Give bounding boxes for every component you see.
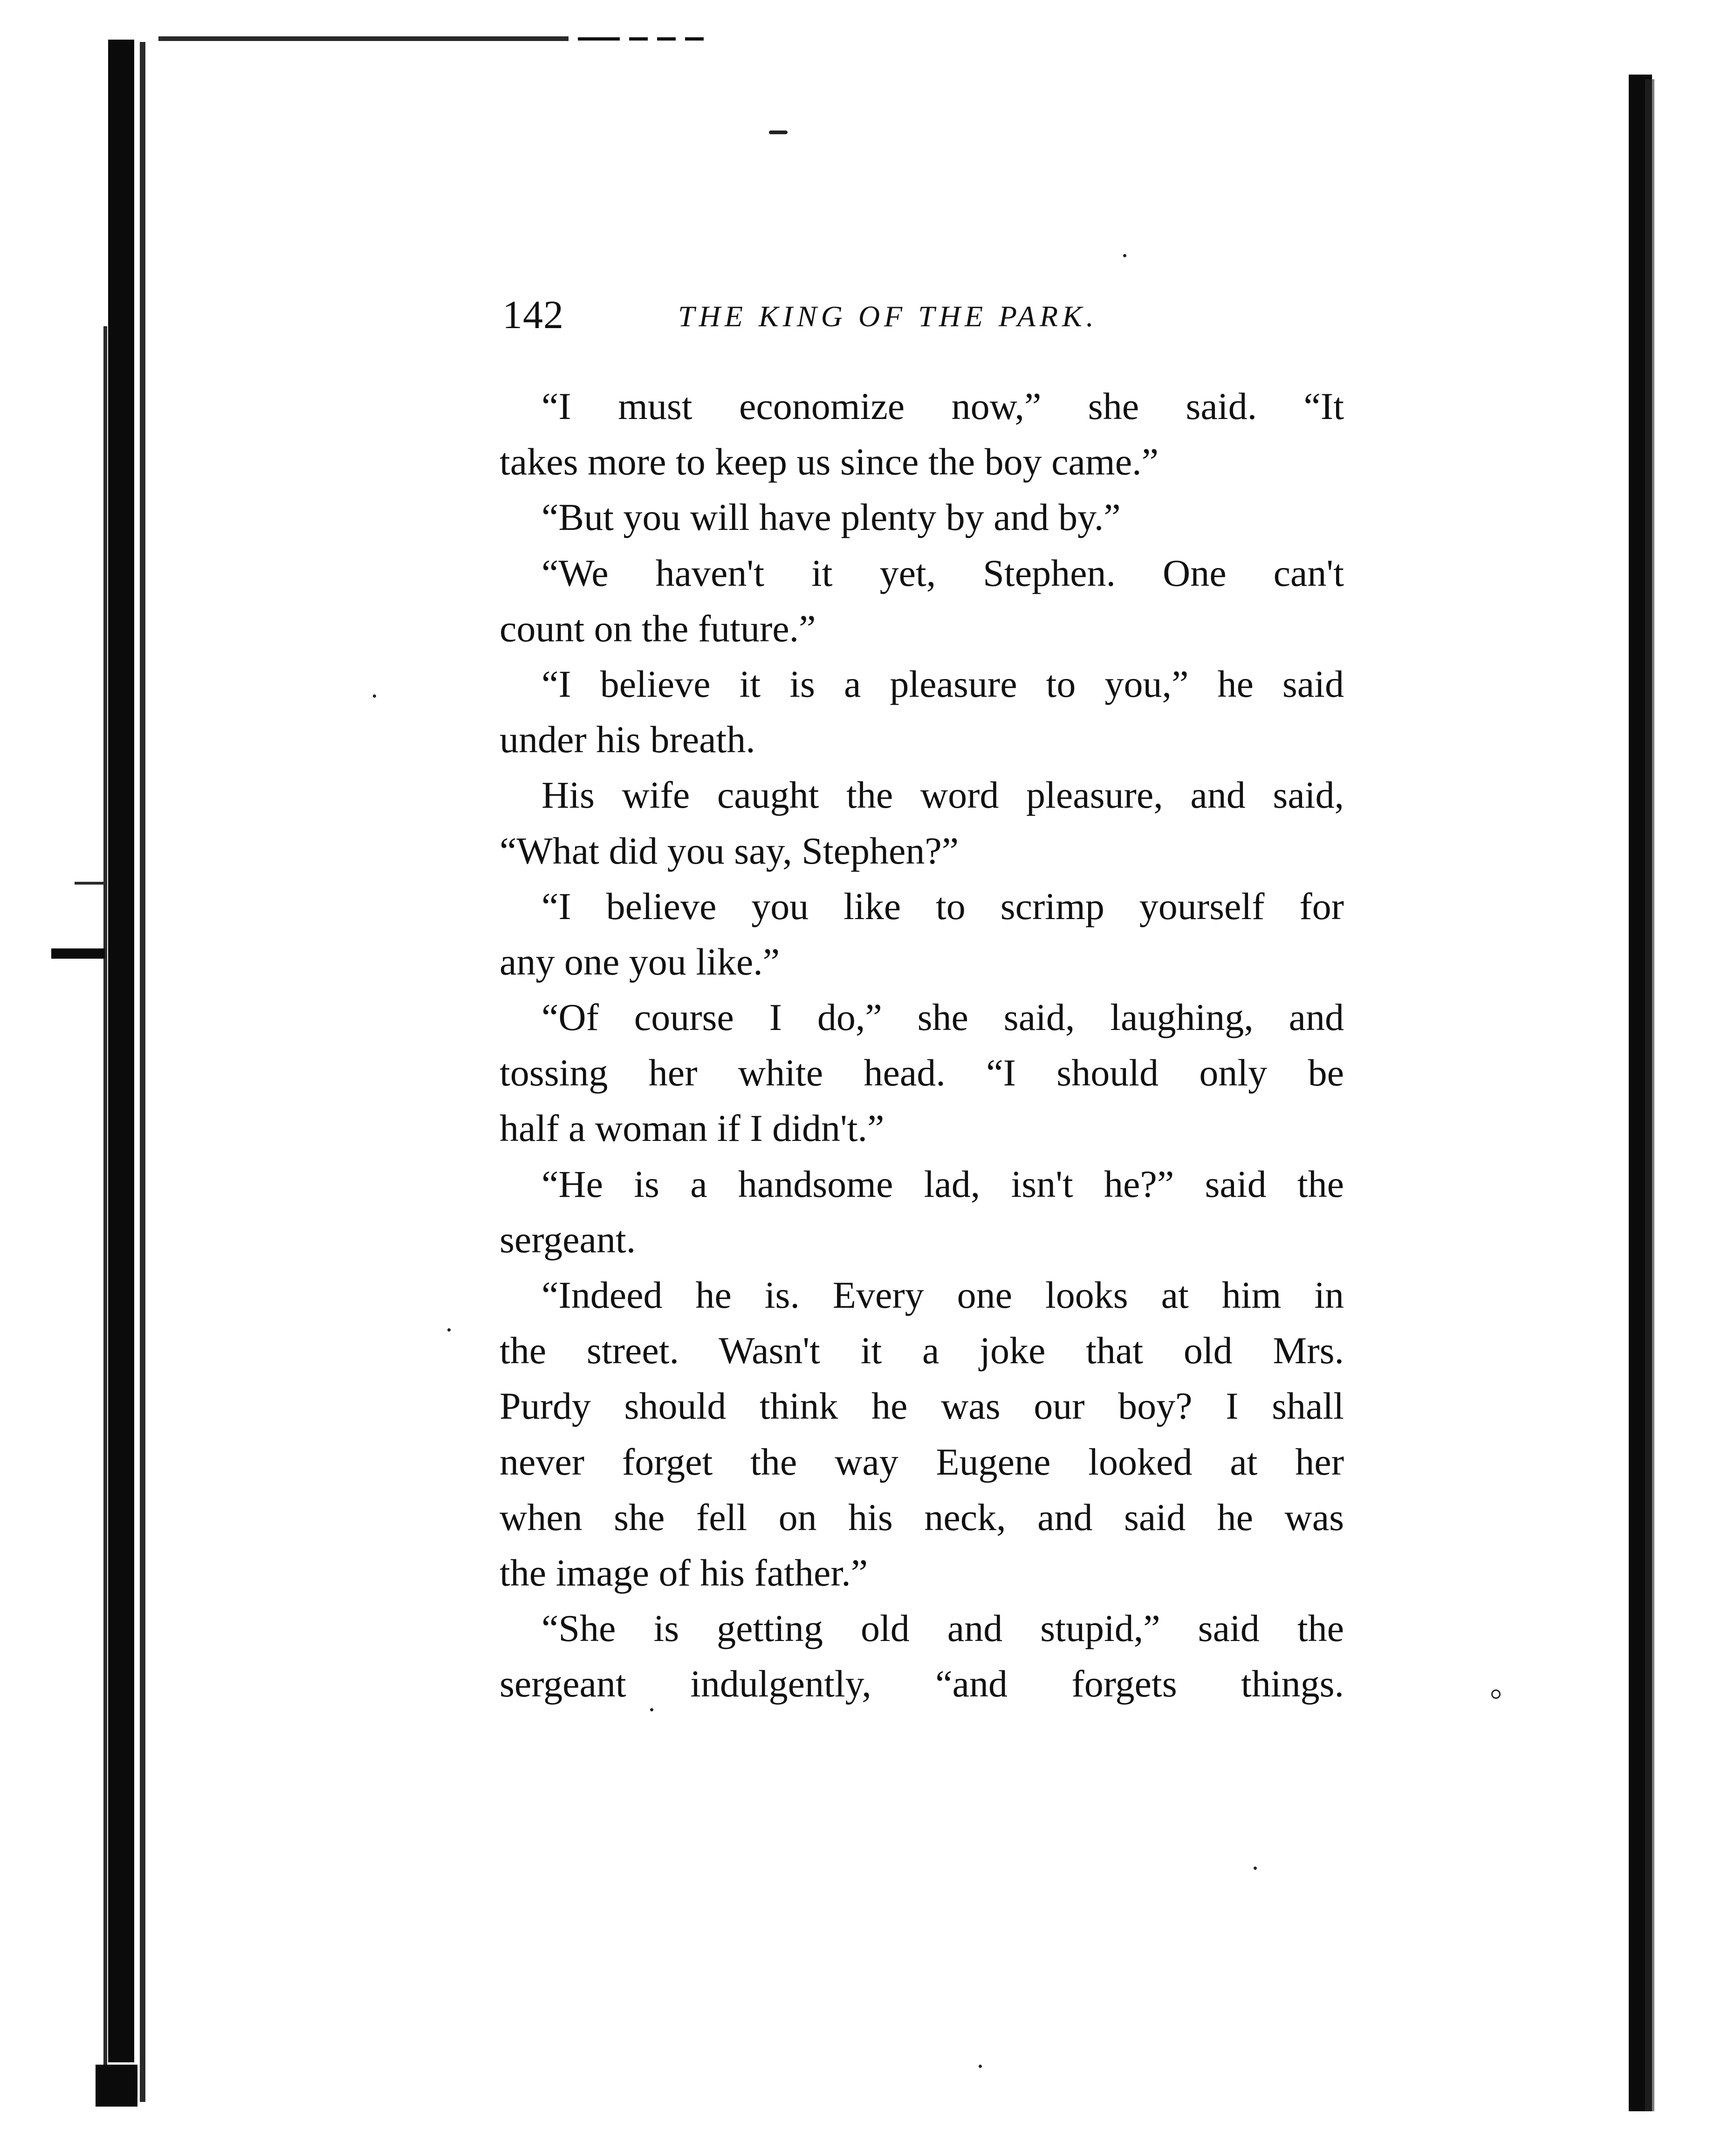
page-number: 142 [502, 292, 564, 337]
text-line: “I must economize now,” she said. “It [542, 385, 1344, 427]
top-scan-dash [657, 37, 676, 41]
text-line: never forget the way Eugene looked at her [500, 1440, 1344, 1483]
left-scan-block [96, 2065, 137, 2107]
text-line: when she fell on his neck, and said he was [500, 1496, 1344, 1538]
text-line: sergeant indulgently, “and forgets things. [500, 1662, 1344, 1705]
top-scan-line [158, 36, 569, 41]
text-line: “Indeed he is. Every one looks at him in [542, 1274, 1344, 1316]
text-line: His wife caught the word pleasure, and said, [542, 774, 1344, 817]
running-title: THE KING OF THE PARK. [678, 300, 1098, 333]
top-scan-dash [629, 37, 648, 41]
left-scan-notch [51, 948, 105, 959]
text-line: “But you will have plenty by and by.” [542, 496, 1121, 539]
text-line: count on the future.” [500, 607, 816, 650]
scan-speck [1123, 254, 1126, 257]
scan-speck [1254, 1867, 1257, 1870]
text-line: sergeant. [500, 1218, 636, 1261]
right-scan-line [1645, 79, 1654, 2111]
text-line: “What did you say, Stephen?” [500, 829, 959, 872]
left-scan-tick [75, 882, 107, 885]
top-scan-dash [685, 37, 704, 41]
left-scan-border [108, 40, 134, 2062]
top-scan-dash [578, 37, 620, 41]
text-line: any one you like.” [500, 940, 780, 983]
text-line: “I believe you like to scrimp yourself for [542, 885, 1344, 927]
text-line: “I believe it is a pleasure to you,” he said [542, 662, 1344, 705]
text-line: Purdy should think he was our boy? I shall [500, 1385, 1344, 1428]
scan-speck [979, 2065, 982, 2068]
text-line: the image of his father.” [500, 1551, 868, 1594]
text-line: “She is getting old and stupid,” said the [542, 1607, 1344, 1650]
scan-speck [769, 130, 788, 134]
text-line: “We haven't it yet, Stephen. One can't [542, 551, 1344, 594]
text-line: takes more to keep us since the boy came.” [500, 440, 1159, 483]
body-text [500, 378, 1344, 1712]
text-line: the street. Wasn't it a joke that old Mrs. [500, 1329, 1344, 1372]
left-scan-line-outer [103, 326, 107, 2074]
left-scan-line [140, 42, 145, 2102]
scan-speck [447, 1328, 451, 1332]
text-line: half a woman if I didn't.” [500, 1107, 884, 1150]
scan-speck [373, 694, 376, 698]
text-line: tossing her white head. “I should only be [500, 1051, 1344, 1094]
text-line: “Of course I do,” she said, laughing, and [542, 996, 1344, 1039]
text-line: under his breath. [500, 718, 755, 761]
scan-speck [1491, 1689, 1501, 1699]
text-line: “He is a handsome lad, isn't he?” said the [542, 1162, 1344, 1205]
